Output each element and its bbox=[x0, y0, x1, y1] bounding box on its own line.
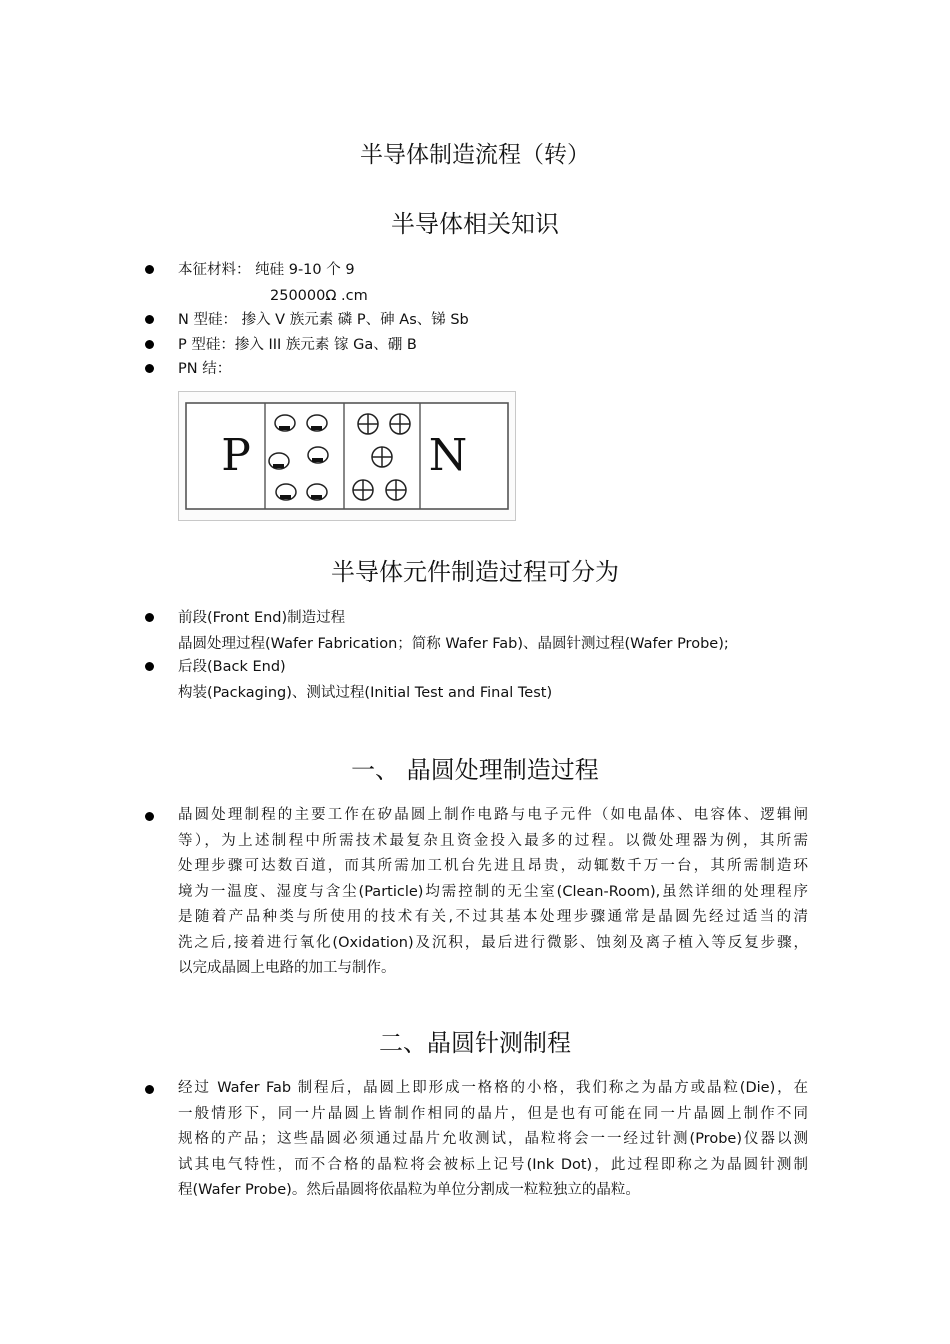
text-line: 规格的产品；这些晶圆必须通过晶片允收测试，晶粒将会一一经过针测(Probe)仪器以测 bbox=[178, 1131, 808, 1147]
list-item-pn-junction: PN 结： bbox=[178, 361, 232, 377]
bullet-icon bbox=[145, 265, 154, 274]
bullet-icon bbox=[145, 364, 154, 373]
text-line: 一般情形下，同一片晶圆上皆制作相同的晶片，但是也有可能在同一片晶圆上制作不同 bbox=[178, 1105, 808, 1122]
text-line: 境为一温度、湿度与含尘(Particle)均需控制的无尘室(Clean-Room),虽然详细的处理程序 bbox=[178, 883, 808, 900]
n-region-label: N bbox=[428, 430, 468, 481]
paragraph-wafer-probe bbox=[178, 1076, 808, 1204]
text-line: 晶圆处理制程的主要工作在矽晶圆上制作电路与电子元件（如电晶体、电容体、逻辑闸 bbox=[178, 807, 808, 823]
bullet-icon bbox=[145, 315, 154, 324]
list-item-back-end-detail: 构装(Packaging)、测试过程(Initial Test and Final Test) bbox=[178, 685, 553, 701]
p-region-label: P bbox=[221, 430, 251, 481]
list-item-front-end: 前段(Front End)制造过程 bbox=[178, 610, 346, 626]
list-item-p-type: P 型硅：掺入 III 族元素 镓 Ga、硼 B bbox=[178, 337, 417, 353]
bullet-icon bbox=[145, 812, 154, 821]
document-title: 半导体制造流程（转） bbox=[360, 142, 590, 168]
list-item-intrinsic: 本征材料： 纯硅 9-10 个 9 bbox=[178, 262, 355, 278]
text-line: 处理步骤可达数百道，而其所需加工机台先进且昂贵，动辄数千万一台，其所需制造环 bbox=[178, 858, 808, 874]
heading-knowledge: 半导体相关知识 bbox=[391, 210, 559, 238]
text-line: 是随着产品种类与所使用的技术有关,不过其基本处理步骤通常是晶圆先经过适当的清 bbox=[178, 909, 808, 925]
bullet-icon bbox=[145, 662, 154, 671]
bullet-icon bbox=[145, 1085, 154, 1094]
list-item-n-type: N 型硅： 掺入 V 族元素 磷 P、砷 As、锑 Sb bbox=[178, 312, 469, 328]
text-line: 试其电气特性，而不合格的晶粒将会被标上记号(Ink Dot)，此过程即称之为晶圆针测制 bbox=[178, 1156, 808, 1173]
pn-junction-diagram bbox=[178, 391, 516, 521]
paragraph-wafer-fabrication bbox=[178, 803, 808, 982]
list-item-front-end-detail: 晶圆处理过程(Wafer Fabrication；简称 Wafer Fab)、晶圆针测过程(Wafer Probe); bbox=[178, 636, 729, 652]
bullet-icon bbox=[145, 613, 154, 622]
text-line: 洗之后,接着进行氧化(Oxidation)及沉积，最后进行微影、蚀刻及离子植入等反复步骤， bbox=[178, 934, 808, 951]
heading-wafer-fabrication: 一、 晶圆处理制造过程 bbox=[351, 756, 599, 784]
text-line: 经过 Wafer Fab 制程后，晶圆上即形成一格格的小格，我们称之为晶方或晶粒(Die)，在 bbox=[178, 1080, 808, 1096]
text-line: 程(Wafer Probe)。然后晶圆将依晶粒为单位分割成一粒粒独立的晶粒。 bbox=[178, 1182, 640, 1198]
heading-process-division: 半导体元件制造过程可分为 bbox=[331, 558, 619, 586]
list-item-intrinsic-resistivity: 250000Ω .cm bbox=[270, 288, 368, 304]
text-line: 以完成晶圆上电路的加工与制作。 bbox=[178, 960, 396, 976]
heading-wafer-probe: 二、晶圆针测制程 bbox=[379, 1029, 571, 1057]
text-line: 等），为上述制程中所需技术最复杂且资金投入最多的过程。以微处理器为例，其所需 bbox=[178, 832, 808, 849]
bullet-icon bbox=[145, 340, 154, 349]
list-item-back-end: 后段(Back End) bbox=[178, 659, 286, 675]
